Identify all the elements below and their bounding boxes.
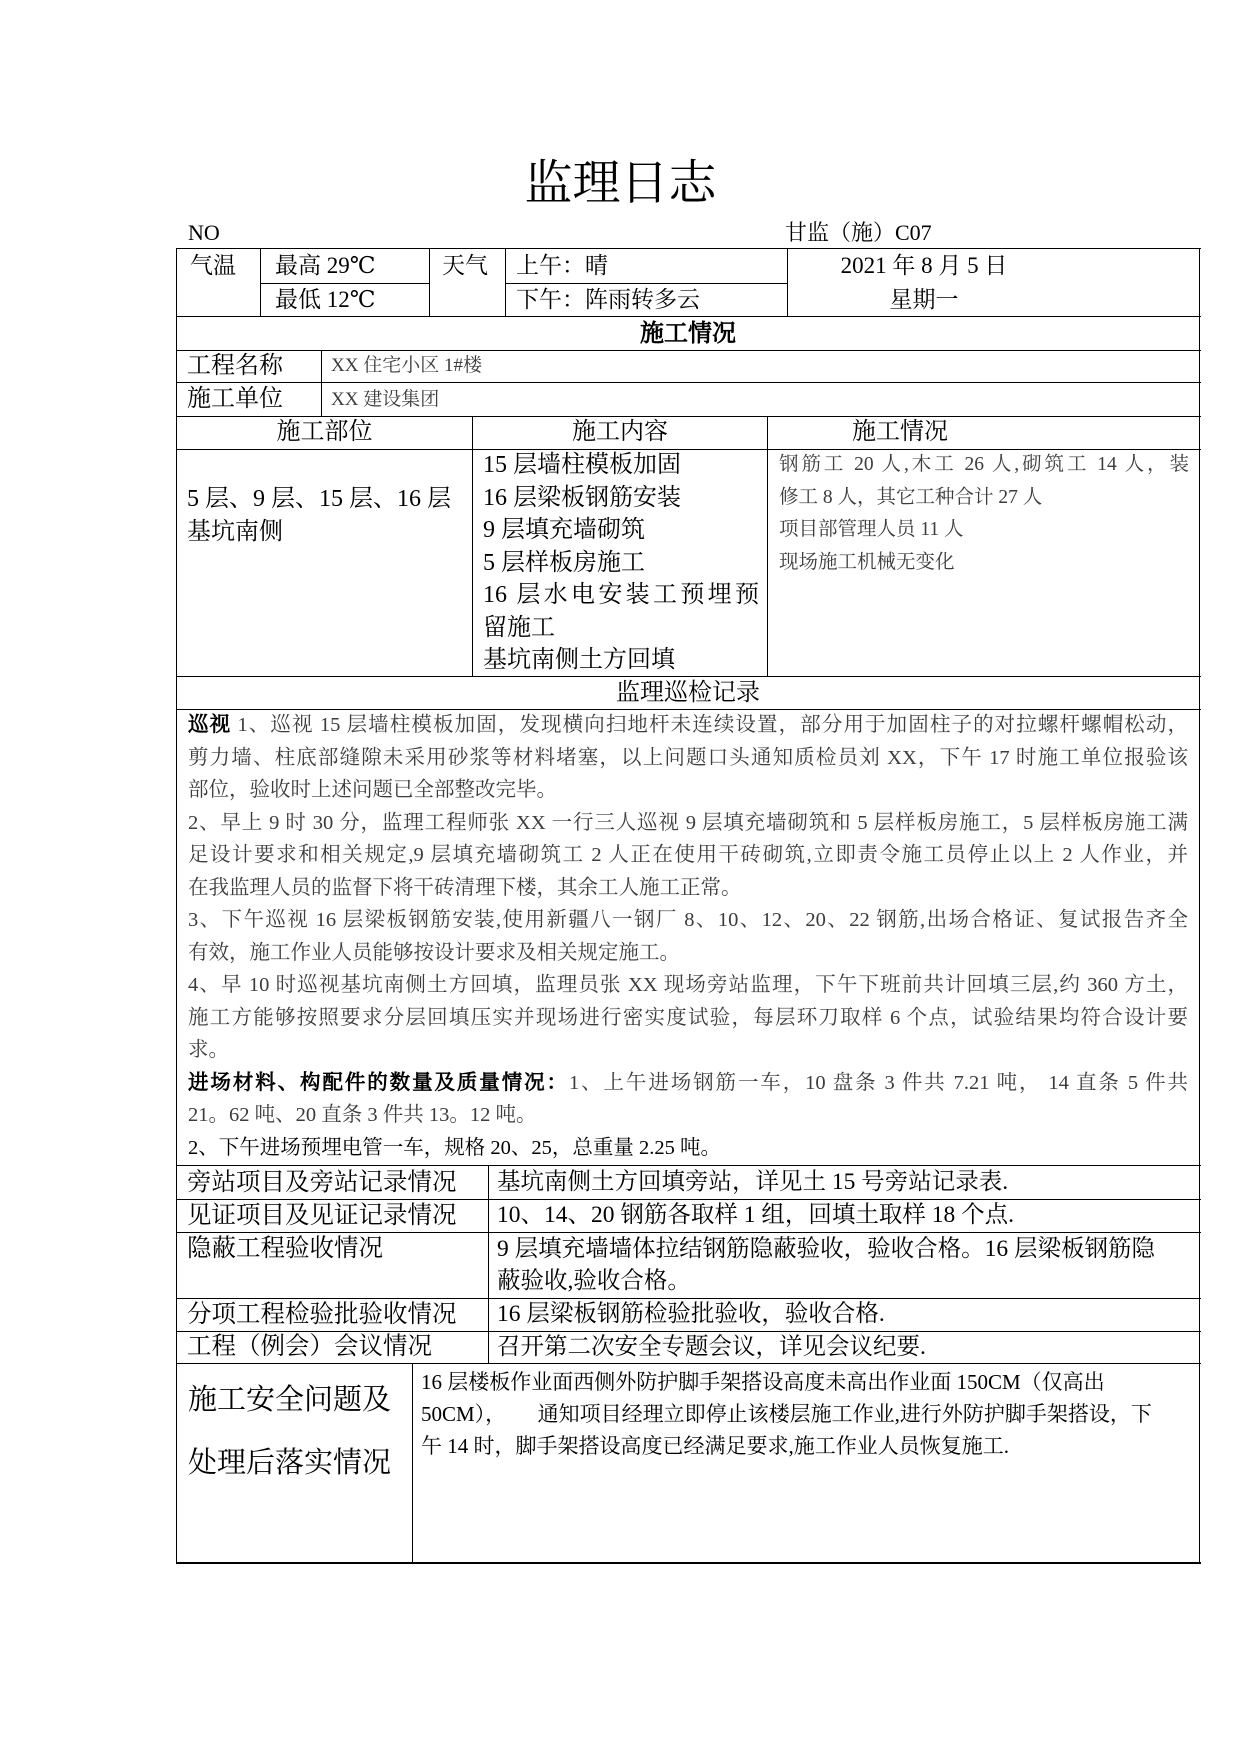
content-line: 基坑南侧土方回填 [483, 647, 675, 673]
table-rule [488, 1165, 489, 1363]
contractor-value: XX 建设集团 [331, 389, 440, 410]
patrol-line: 4、早 10 时巡视基坑南侧土方回填，监理员张 XX 现场旁站监理，下午下班前共计回填三层,约 360 方土， [188, 974, 1188, 996]
patrol-text: 1、巡视 15 层墙柱模板加固，发现横向扫地杆未连续设置，部分用于加固柱子的对拉螺杆螺帽松动， [231, 714, 1188, 736]
project-name-value: XX 住宅小区 1#楼 [331, 355, 482, 376]
patrol-line: 部位，验收时上述问题已全部整改完毕。 [188, 779, 557, 801]
record-value-side-station: 基坑南侧土方回填旁站，详见土 15 号旁站记录表. [497, 1169, 1009, 1195]
location-line: 基坑南侧 [187, 518, 283, 545]
location-line: 5 层、9 层、15 层、16 层 [187, 486, 451, 512]
column-header-status: 施工情况 [852, 419, 948, 445]
log-weekday: 星期一 [889, 287, 959, 312]
weather-label: 天气 [442, 253, 488, 278]
patrol-line: 施工方能够按照要求分层回填压实并现场进行密实度试验，每层环刀取样 6 个点，试验结果均符合设计要 [188, 1006, 1188, 1029]
patrol-line [188, 709, 1188, 742]
table-rule [176, 1562, 1201, 1564]
status-line: 修工 8 人，其它工种合计 27 人 [779, 486, 1043, 508]
status-line: 钢筋工 20 人,木工 26 人,砌筑工 14 人，装 [779, 454, 1189, 475]
safety-label-line: 处理后落实情况 [188, 1447, 392, 1479]
safety-text-line: 50CM）， 通知项目经理立即停止该楼层施工作业,进行外防护脚手架搭设，下 [421, 1402, 1152, 1426]
table-rule [412, 1363, 413, 1563]
content-line: 5 层样板房施工 [483, 549, 645, 576]
record-label-witness: 见证项目及见证记录情况 [187, 1202, 457, 1229]
patrol-line: 求。 [188, 1039, 229, 1061]
materials-bold-label: 进场材料、构配件的数量及质量情况： [188, 1071, 569, 1094]
safety-text-line: 午 14 时，脚手架搭设高度已经满足要求,施工作业人员恢复施工. [421, 1434, 1009, 1458]
construction-section-title: 施工情况 [640, 321, 736, 347]
patrol-line [188, 1067, 1188, 1100]
log-date: 2021 年 8 月 5 日 [840, 253, 1008, 278]
column-header-location: 施工部位 [276, 419, 373, 445]
patrol-text: 1、上午进场钢筋一车，10 盘条 3 件共 7.21 吨， 14 直条 5 件共 [568, 1071, 1188, 1094]
table-rule [176, 316, 1201, 317]
patrol-line: 有效，施工作业人员能够按设计要求及相关规定施工。 [188, 941, 680, 964]
doc-code: 甘监（施）C07 [785, 220, 932, 245]
table-rule [429, 248, 430, 316]
temperature-high: 最高 29℃ [275, 253, 376, 278]
patrol-section-title: 监理巡检记录 [616, 680, 760, 706]
contractor-label: 施工单位 [187, 386, 283, 412]
content-line: 16 层梁板钢筋安装 [483, 484, 681, 511]
content-line: 16 层水电安装工预埋预 [483, 582, 759, 608]
project-name-label: 工程名称 [187, 353, 283, 379]
table-rule [767, 416, 768, 676]
record-label-meeting: 工程（例会）会议情况 [187, 1333, 432, 1360]
temperature-label: 气温 [190, 253, 236, 278]
record-value-concealed: 9 层填充墙墙体拉结钢筋隐蔽验收，验收合格。16 层梁板钢筋隐 [497, 1236, 1155, 1262]
record-label-concealed: 隐蔽工程验收情况 [187, 1235, 383, 1262]
status-line: 现场施工机械无变化 [779, 551, 955, 573]
patrol-line: 2、下午进场预埋电管一车，规格 20、25，总重量 2.25 吨。 [188, 1136, 721, 1159]
patrol-line: 在我监理人员的监督下将干砖清理下楼，其余工人施工正常。 [188, 876, 742, 899]
patrol-line: 剪力墙、柱底部缝隙未采用砂浆等材料堵塞，以上问题口头通知质检员刘 XX，下午 17 时施工单位报验该 [188, 746, 1188, 769]
record-label-inspection-lot: 分项工程检验批验收情况 [187, 1301, 457, 1328]
table-rule [472, 416, 473, 676]
table-rule [321, 350, 322, 416]
patrol-line: 2、早上 9 时 30 分，监理工程师张 XX 一行三人巡视 9 层填充墙砌筑和 5 层样板房施工，5 层样板房施工满 [188, 811, 1188, 834]
table-rule [1199, 248, 1200, 1563]
safety-text-line: 16 层楼板作业面西侧外防护脚手架搭设高度未高出作业面 150CM（仅高出 [421, 1370, 1105, 1394]
record-label-side-station: 旁站项目及旁站记录情况 [187, 1169, 457, 1196]
table-rule [505, 248, 506, 316]
record-value-meeting: 召开第二次安全专题会议，详见会议纪要. [497, 1334, 926, 1360]
content-line: 9 层填充墙砌筑 [483, 517, 645, 543]
doc-no-label: NO [188, 220, 220, 245]
table-rule [176, 1363, 1201, 1364]
table-rule [260, 248, 261, 316]
content-line: 留施工 [483, 614, 555, 641]
record-value-concealed: 蔽验收,验收合格。 [497, 1268, 691, 1294]
page-title: 监理日志 [524, 158, 717, 210]
record-value-witness: 10、14、20 钢筋各取样 1 组，回填土取样 18 个点. [497, 1202, 1014, 1228]
patrol-line: 足设计要求和相关规定,9 层填充墙砌筑工 2 人正在使用干砖砌筑,立即责令施工员停止以上 2 人作业，并 [188, 844, 1188, 866]
column-header-content: 施工内容 [572, 419, 668, 445]
table-rule [176, 248, 1201, 249]
patrol-line: 21。62 吨、20 直条 3 件共 13。12 吨。 [188, 1104, 537, 1126]
patrol-bold-label: 巡视 [188, 714, 232, 736]
content-line: 15 层墙柱模板加固 [483, 452, 681, 478]
weather-pm: 下午：阵雨转多云 [516, 287, 700, 312]
temperature-low: 最低 12℃ [275, 287, 376, 312]
status-line: 项目部管理人员 11 人 [779, 519, 964, 540]
record-value-inspection-lot: 16 层梁板钢筋检验批验收，验收合格. [497, 1301, 885, 1327]
patrol-line: 3、下午巡视 16 层梁板钢筋安装,使用新疆八一钢厂 8、10、12、20、22 钢筋,出场合格证、复试报告齐全 [188, 909, 1188, 931]
weather-am: 上午：晴 [516, 253, 608, 278]
safety-label-line: 施工安全问题及 [188, 1384, 392, 1416]
